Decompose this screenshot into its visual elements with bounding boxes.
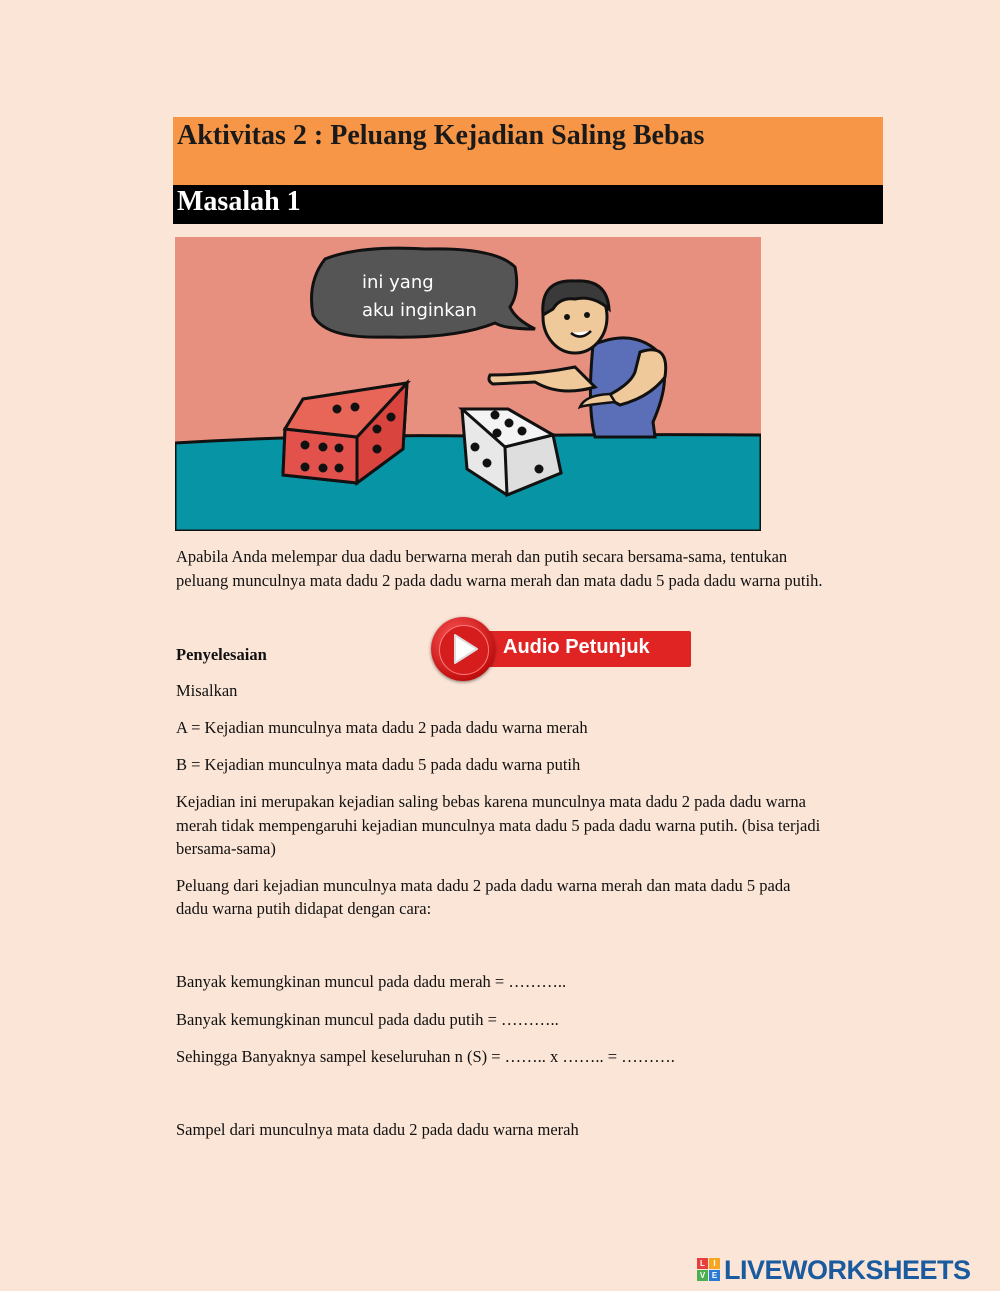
audio-hint-label: Audio Petunjuk	[503, 636, 650, 658]
logo-grid-icon: L I V E	[697, 1258, 721, 1282]
audio-hint-button[interactable]	[431, 617, 693, 683]
event-b-definition: B = Kejadian munculnya mata dadu 5 pada dadu warna putih	[176, 755, 581, 774]
problem-line-2: peluang munculnya mata dadu 2 pada dadu warna merah dan mata dadu 5 pada dadu warna putih.	[176, 571, 823, 590]
problem-section-title: Masalah 1	[177, 186, 301, 217]
red-sample-line: Sampel dari munculnya mata dadu 2 pada dadu warna merah	[176, 1120, 579, 1139]
audio-hint-label-box[interactable]	[475, 631, 691, 667]
problem-line-1: Apabila Anda melempar dua dadu berwarna merah dan putih secara bersama-sama, tentukan	[176, 547, 788, 566]
sample-space-line: Sehingga Banyaknya sampel keseluruhan n (S) = …….. x …….. = ……….	[176, 1047, 675, 1066]
speech-text-line2: aku inginkan	[362, 300, 477, 321]
activity-title-bar	[173, 117, 883, 185]
explanation-line-1: Kejadian ini merupakan kejadian saling bebas karena munculnya mata dadu 2 pada dadu warna	[176, 792, 806, 811]
red-die-count-line: Banyak kemungkinan muncul pada dadu merah = ………..	[176, 972, 567, 991]
speech-text-line1: ini yang	[362, 272, 434, 293]
brand-name: LIVEWORKSHEETS	[724, 1255, 971, 1285]
play-button-circle[interactable]	[431, 617, 495, 681]
misalkan-text: Misalkan	[176, 681, 238, 700]
event-a-definition: A = Kejadian munculnya mata dadu 2 pada dadu warna merah	[176, 718, 588, 737]
activity-title: Aktivitas 2 : Peluang Kejadian Saling Bebas	[177, 120, 705, 151]
probability-line-2: dadu warna putih didapat dengan cara:	[176, 899, 432, 918]
solution-heading: Penyelesaian	[176, 645, 267, 664]
white-die-count-line: Banyak kemungkinan muncul pada dadu putih = ………..	[176, 1010, 559, 1029]
explanation-line-3: bersama-sama)	[176, 839, 276, 858]
speech-bubble	[312, 248, 536, 337]
probability-line-1: Peluang dari kejadian munculnya mata dadu 2 pada dadu warna merah dan mata dadu 5 pada	[176, 876, 791, 895]
explanation-line-2: merah tidak mempengaruhi kejadian munculnya mata dadu 5 pada dadu warna putih. (bisa terjadi	[176, 816, 821, 835]
problem-section-bar	[173, 185, 883, 224]
dice-illustration	[175, 237, 761, 531]
play-icon	[431, 617, 495, 681]
